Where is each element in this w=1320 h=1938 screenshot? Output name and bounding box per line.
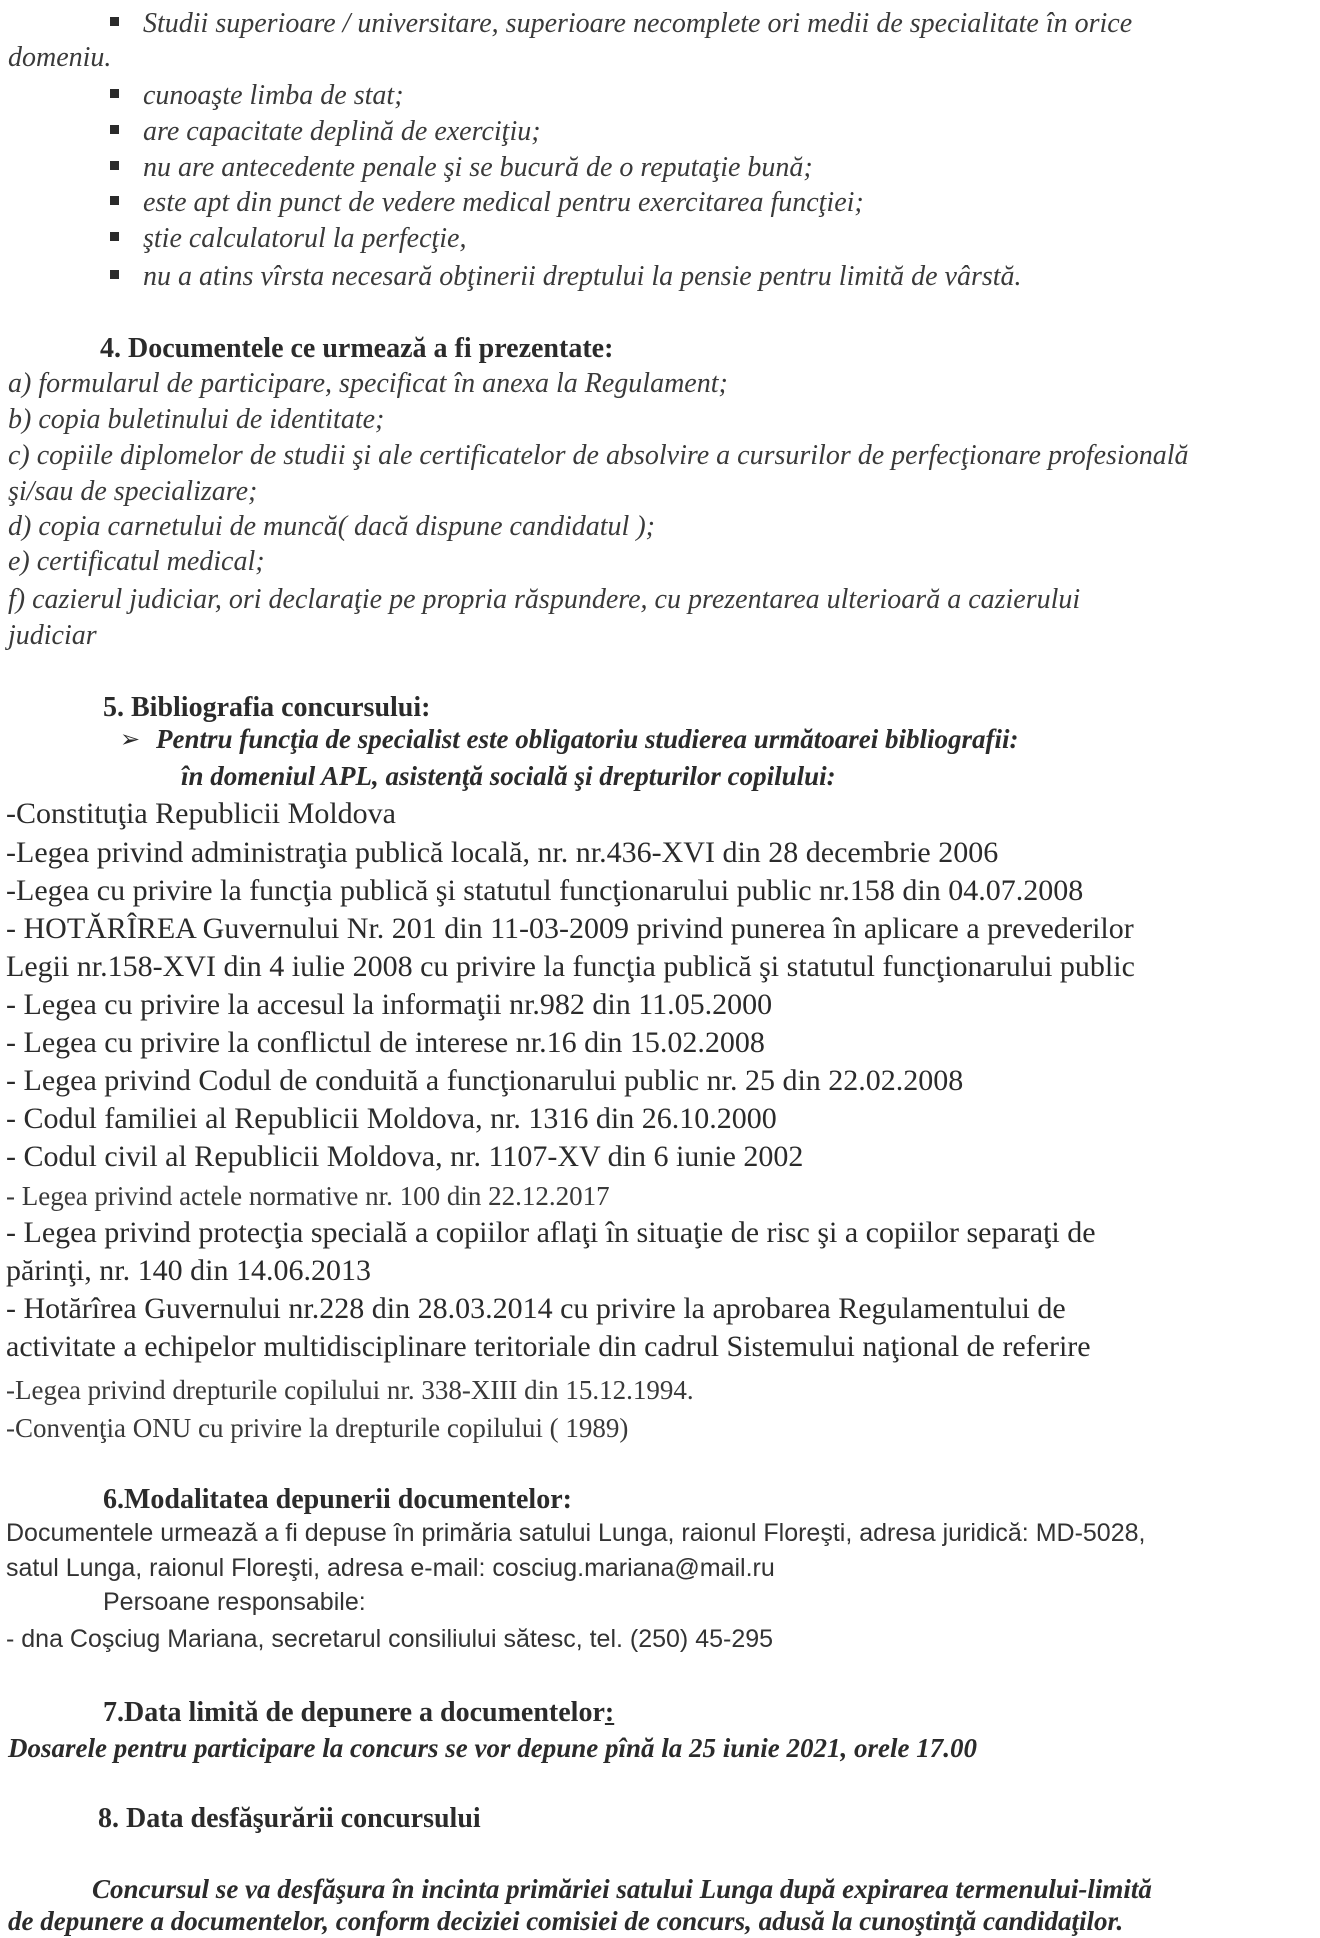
- requirement-line: Studii superioare / universitare, superioare necomplete ori medii de specialitate în orice: [143, 8, 1133, 39]
- document-item: şi/sau de specializare;: [8, 476, 258, 507]
- bibliography-item: părinţi, nr. 140 din 14.06.2013: [6, 1254, 371, 1287]
- section-7-heading: [103, 1697, 614, 1729]
- document-item: b) copia buletinului de identitate;: [8, 404, 385, 435]
- bullet-icon: [110, 196, 119, 205]
- requirement-item: nu are antecedente penale şi se bucură de o reputaţie bună;: [143, 152, 813, 183]
- requirement-item: nu a atins vîrsta necesară obţinerii dreptului la pensie pentru limită de vârstă.: [143, 261, 1022, 292]
- document-item: a) formularul de participare, specificat în anexa la Regulament;: [8, 368, 728, 399]
- bullet-icon: [110, 89, 119, 98]
- submission-line: satul Lunga, raionul Floreşti, adresa e-mail: cosciug.mariana@mail.ru: [6, 1554, 775, 1582]
- bullet-icon: [110, 161, 119, 170]
- document-item: judiciar: [8, 620, 97, 651]
- requirement-item: ştie calculatorul la perfecţie,: [143, 223, 467, 254]
- document-item: f) cazierul judiciar, ori declaraţie pe propria răspundere, cu prezentarea ulterioară a cazierului: [8, 584, 1081, 615]
- bullet-icon: [110, 270, 119, 279]
- bullet-icon: [110, 232, 119, 241]
- responsible-label: Persoane responsabile:: [103, 1588, 366, 1616]
- requirement-item: are capacitate deplină de exerciţiu;: [143, 116, 541, 147]
- document-item: c) copiile diplomelor de studii şi ale certificatelor de absolvire a cursurilor de perfecţionare profesională: [8, 440, 1189, 471]
- bibliography-item: -Legea privind administraţia publică locală, nr. nr.436-XVI din 28 decembrie 2006: [6, 836, 999, 869]
- bibliography-item: -Constituţia Republicii Moldova: [6, 797, 396, 830]
- arrow-bullet-icon: ➢: [120, 725, 141, 753]
- section-4-heading: 4. Documentele ce urmează a fi prezentate:: [100, 333, 614, 364]
- bibliography-item: - Legea privind Codul de conduită a funcţionarului public nr. 25 din 22.02.2008: [6, 1064, 964, 1097]
- section-7-heading-colon: :: [604, 1697, 615, 1728]
- responsible-person: - dna Coşciug Mariana, secretarul consiliului sătesc, tel. (250) 45-295: [6, 1625, 774, 1653]
- document-item: e) certificatul medical;: [8, 546, 265, 577]
- section-6-heading: 6.Modalitatea depunerii documentelor:: [103, 1484, 572, 1515]
- section-5-heading: 5. Bibliografia concursului:: [103, 692, 431, 723]
- requirement-item: este apt din punct de vedere medical pentru exercitarea funcţiei;: [143, 187, 864, 218]
- bibliography-item: Legii nr.158-XVI din 4 iulie 2008 cu privire la funcţia publică şi statutul funcţionarului public: [6, 950, 1135, 983]
- bibliography-subheading: în domeniul APL, asistenţă socială şi drepturilor copilului:: [181, 761, 836, 791]
- bibliography-item: - Legea cu privire la accesul la informaţii nr.982 din 11.05.2000: [6, 988, 773, 1021]
- section-8-heading: 8. Data desfăşurării concursului: [98, 1803, 481, 1834]
- bibliography-item: - Codul civil al Republicii Moldova, nr. 1107-XV din 6 iunie 2002: [6, 1140, 804, 1173]
- bibliography-item: -Legea cu privire la funcţia publică şi statutul funcţionarului public nr.158 din 04.07.2008: [6, 874, 1084, 907]
- section-7-heading-text: 7.Data limită de depunere a documentelor: [103, 1697, 605, 1728]
- bibliography-item: - Hotărîrea Guvernului nr.228 din 28.03.2014 cu privire la aprobarea Regulamentului de: [6, 1292, 1066, 1325]
- bibliography-item: activitate a echipelor multidisciplinare teritoriale din cadrul Sistemului naţional de referire: [6, 1330, 1091, 1363]
- bibliography-item: -Legea privind drepturile copilului nr. 338-XIII din 15.12.1994.: [6, 1375, 694, 1405]
- bibliography-item: - Codul familiei al Republicii Moldova, nr. 1316 din 26.10.2000: [6, 1102, 777, 1135]
- bibliography-item: - Legea privind protecţia specială a copiilor aflaţi în situaţie de risc şi a copiilor separaţi de: [6, 1216, 1096, 1249]
- submission-line: Documentele urmează a fi depuse în primăria satului Lunga, raionul Floreşti, adresa juridică: MD-5028,: [6, 1519, 1146, 1547]
- requirement-item: cunoaşte limba de stat;: [143, 80, 404, 111]
- bibliography-item: - Legea privind actele normative nr. 100 din 22.12.2017: [6, 1181, 610, 1211]
- bullet-icon: [110, 125, 119, 134]
- bibliography-item: - HOTĂRÎREA Guvernului Nr. 201 din 11-03-2009 privind punerea în aplicare a prevederilor: [6, 912, 1134, 945]
- bullet-icon: [110, 17, 119, 26]
- contest-line: de depunere a documentelor, conform deciziei comisiei de concurs, adusă la cunoştinţă candidaţilor.: [8, 1906, 1124, 1936]
- requirement-line-cont: domeniu.: [8, 42, 112, 73]
- document-item: d) copia carnetului de muncă( dacă dispune candidatul );: [8, 511, 655, 542]
- bibliography-item: -Convenţia ONU cu privire la drepturile copilului ( 1989): [6, 1413, 629, 1443]
- contest-line: Concursul se va desfăşura în incinta primăriei satului Lunga după expirarea termenului-limită: [92, 1874, 1152, 1904]
- deadline-line: Dosarele pentru participare la concurs se vor depune pînă la 25 iunie 2021, orele 17.00: [8, 1733, 978, 1763]
- bibliography-item: - Legea cu privire la conflictul de interese nr.16 din 15.02.2008: [6, 1026, 765, 1059]
- bibliography-subheading: Pentru funcţia de specialist este obligatoriu studierea următoarei bibliografii:: [156, 724, 1019, 754]
